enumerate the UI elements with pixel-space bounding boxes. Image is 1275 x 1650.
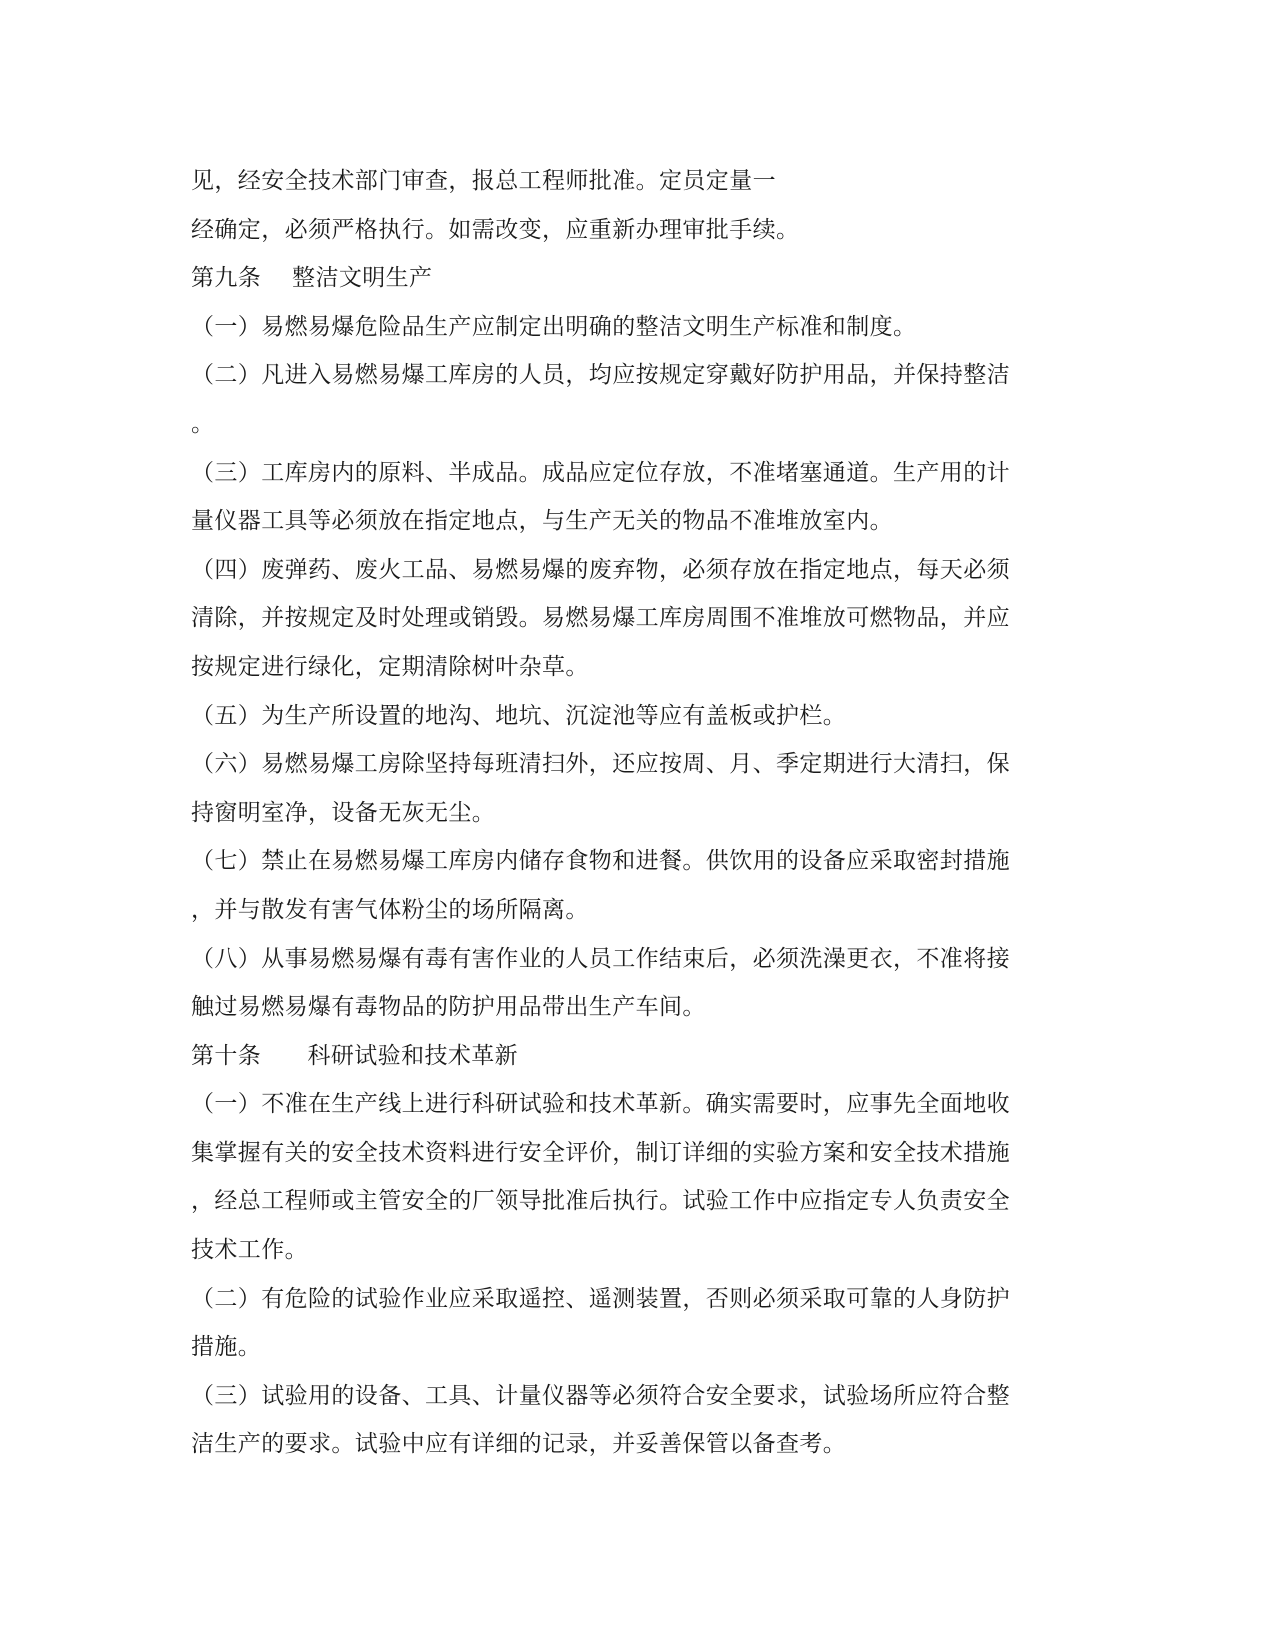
text-line: 技术工作。 bbox=[191, 1237, 308, 1264]
text-line: （二）凡进入易燃易爆工库房的人员，均应按规定穿戴好防护用品，并保持整洁 bbox=[191, 362, 1010, 389]
text-line: （一）易燃易爆危险品生产应制定出明确的整洁文明生产标准和制度。 bbox=[191, 313, 917, 340]
section-heading-article-10: 第十条 科研试验和技术革新 bbox=[191, 1042, 519, 1069]
text-line: 。 bbox=[191, 410, 215, 437]
text-line: （八）从事易燃易爆有毒有害作业的人员工作结束后，必须洗澡更衣，不准将接 bbox=[191, 945, 1010, 972]
text-line: 清除，并按规定及时处理或销毁。易燃易爆工库房周围不准堆放可燃物品，并应 bbox=[191, 605, 1010, 632]
text-line: （三）试验用的设备、工具、计量仪器等必须符合安全要求，试验场所应符合整 bbox=[191, 1382, 1010, 1409]
text-line: （五）为生产所设置的地沟、地坑、沉淀池等应有盖板或护栏。 bbox=[191, 702, 847, 729]
text-line: 经确定，必须严格执行。如需改变，应重新办理审批手续。 bbox=[191, 216, 800, 243]
text-line: 洁生产的要求。试验中应有详细的记录，并妥善保管以备查考。 bbox=[191, 1431, 847, 1458]
text-line: （六）易燃易爆工房除坚持每班清扫外，还应按周、月、季定期进行大清扫，保 bbox=[191, 751, 1010, 778]
text-line: 持窗明室净，设备无灰无尘。 bbox=[191, 799, 496, 826]
text-line: ，经总工程师或主管安全的厂领导批准后执行。试验工作中应指定专人负责安全 bbox=[191, 1188, 1010, 1215]
text-line: 措施。 bbox=[191, 1334, 262, 1361]
text-line: （七）禁止在易燃易爆工库房内储存食物和进餐。供饮用的设备应采取密封措施 bbox=[191, 848, 1010, 875]
text-line: 量仪器工具等必须放在指定地点，与生产无关的物品不准堆放室内。 bbox=[191, 508, 893, 535]
section-heading-article-9: 第九条 整洁文明生产 bbox=[191, 265, 433, 292]
text-line: （二）有危险的试验作业应采取遥控、遥测装置，否则必须采取可靠的人身防护 bbox=[191, 1285, 1010, 1312]
text-line: 按规定进行绿化，定期清除树叶杂草。 bbox=[191, 653, 589, 680]
text-line: （一）不准在生产线上进行科研试验和技术革新。确实需要时，应事先全面地收 bbox=[191, 1091, 1010, 1118]
text-line: 集掌握有关的安全技术资料进行安全评价，制订详细的实验方案和安全技术措施 bbox=[191, 1139, 1010, 1166]
text-line: 见，经安全技术部门审查，报总工程师批准。定员定量一 bbox=[191, 168, 776, 194]
text-line: ，并与散发有害气体粉尘的场所隔离。 bbox=[191, 896, 589, 923]
text-line: （三）工库房内的原料、半成品。成品应定位存放，不准堵塞通道。生产用的计 bbox=[191, 459, 1010, 486]
text-line: （四）废弹药、废火工品、易燃易爆的废弃物，必须存放在指定地点，每天必须 bbox=[191, 556, 1010, 583]
text-line: 触过易燃易爆有毒物品的防护用品带出生产车间。 bbox=[191, 994, 706, 1021]
document-body bbox=[191, 157, 1071, 1469]
